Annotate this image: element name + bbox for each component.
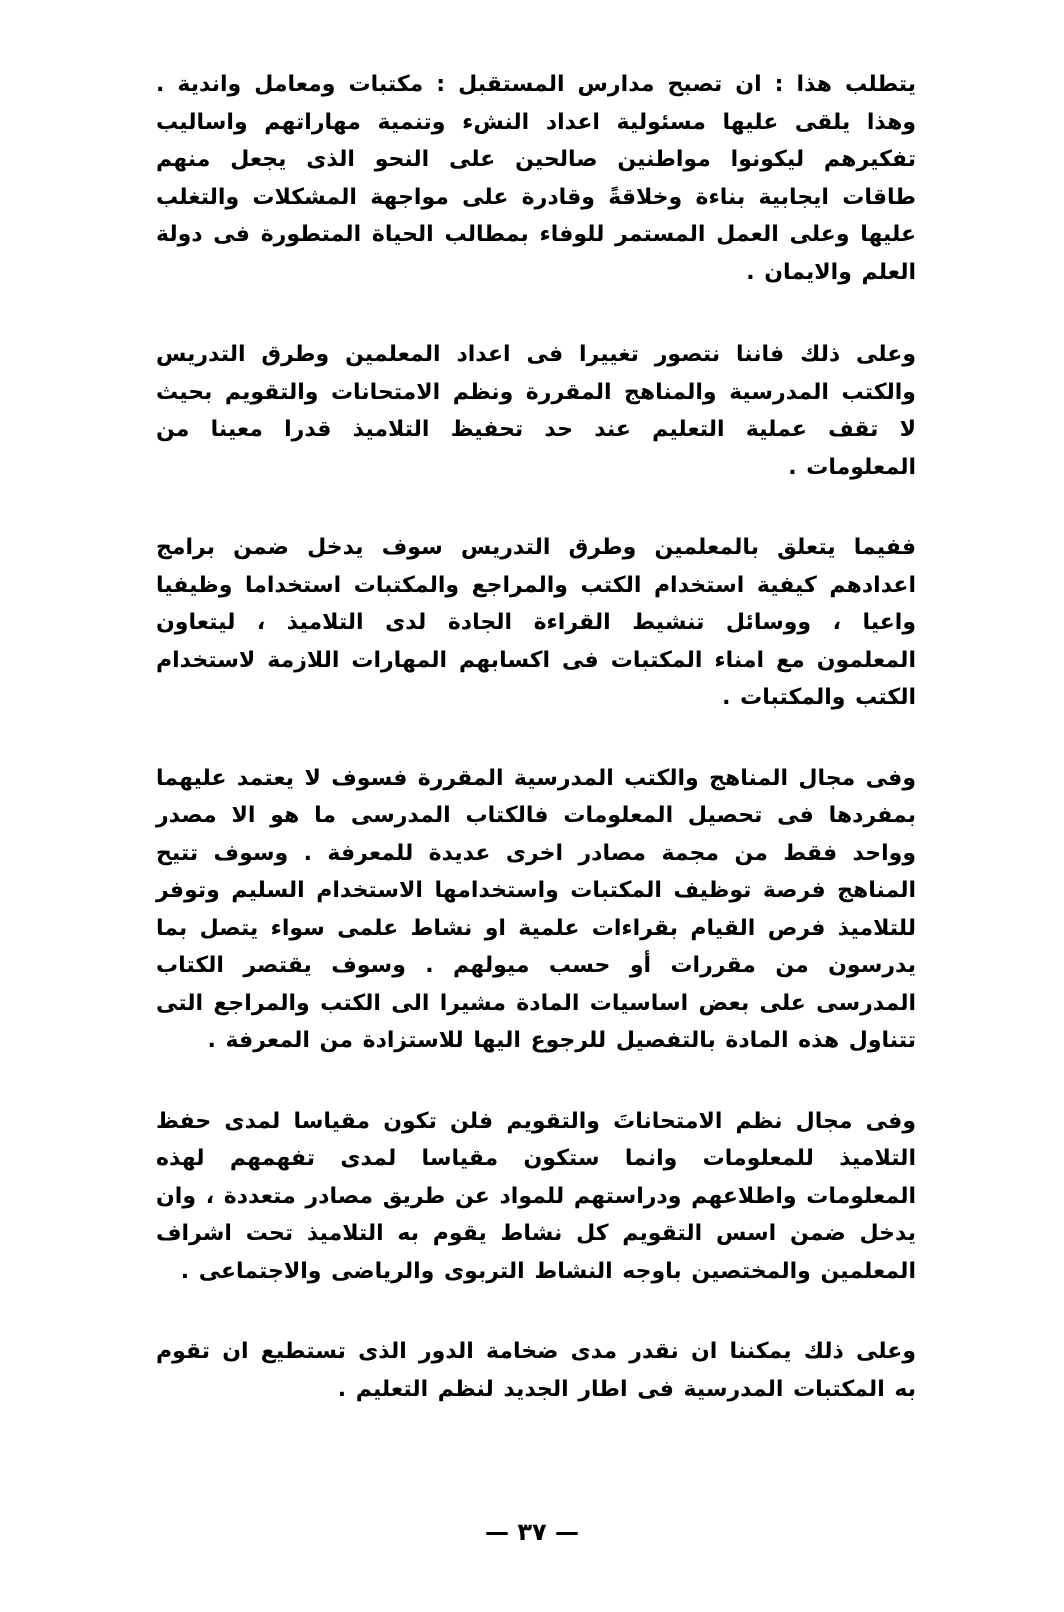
paragraph-1: يتطلب هذا : ان تصبح مدارس المستقبل : مكتبات ومعامل واندية . وهذا يلقى عليها مسئولية اعداد النشء وتنمية مهاراتهم واساليب تفكيرهم ليكونوا مواطنين صالحين على النحو الذى يجعل منهم طاقات ايجابية بناءة وخلاقةً وقادرة على مواجهة المشكلات والتغلب عليها وعلى العمل المستمر للوفاء بمطالب الحياة المتطورة فى دولة العلم والايمان . <box>156 72 916 285</box>
paragraph-6: وعلى ذلك يمكننا ان نقدر مدى ضخامة الدور الذى تستطيع ان تقوم به المكتبات المدرسية فى اطار الجديد لنظم التعليم . <box>156 1339 916 1402</box>
page-number: — ٣٧ — <box>484 1518 579 1546</box>
paragraph-2: وعلى ذلك فاننا نتصور تغييرا فى اعداد المعلمين وطرق التدريس والكتب المدرسية والمناهج المقررة ونظم الامتحانات والتقويم بحيث لا تقف عملية التعليم عند حد تحفيظ التلاميذ قدرا معينا من المعلومات . <box>156 342 916 480</box>
paragraph-3: ففيما يتعلق بالمعلمين وطرق التدريس سوف يدخل ضمن برامج اعدادهم كيفية استخدام الكتب والمراجع والمكتبات استخداما وظيفيا واعيا ، ووسائل تنشيط القراءة الجادة لدى التلاميذ ، ليتعاون المعلمون مع امناء المكتبات فى اكسابهم المهارات اللازمة لاستخدام الكتب والمكتبات . <box>156 535 916 710</box>
paragraph-4: وفى مجال المناهج والكتب المدرسية المقررة فسوف لا يعتمد عليهما بمفردها فى تحصيل المعلومات فالكتاب المدرسى ما هو الا مصدر وواحد فقط من مجمة مصادر اخرى عديدة للمعرفة . وسوف تتيح المناهج فرصة توظيف المكتبات واستخدامها الاستخدام السليم وتوفر للتلاميذ فرص القيام بقراءات علمية او نشاط علمى سواء يتصل بما يدرسون من مقررات أو حسب ميولهم . وسوف يقتصر الكتاب المدرسى على بعض اساسيات المادة مشيرا الى الكتب والمراجع التى تتناول هذه المادة بالتفصيل للرجوع اليها للاستزادة من المعرفة . <box>156 765 916 1053</box>
page-body <box>156 66 916 1451</box>
paragraph-5: وفى مجال نظم الامتحاناتَ والتقويم فلن تكون مقياسا لمدى حفظ التلاميذ للمعلومات وانما ستكون مقياسا لمدى تفهمهم لهذه المعلومات واطلاعهم ودراستهم للمواد عن طريق مصادر متعددة ، وان يدخل ضمن اسس التقويم كل نشاط يقوم به التلاميذ تحت اشراف المعلمين والمختصين باوجه النشاط التربوى والرياضى والاجتماعى . <box>156 1108 916 1284</box>
